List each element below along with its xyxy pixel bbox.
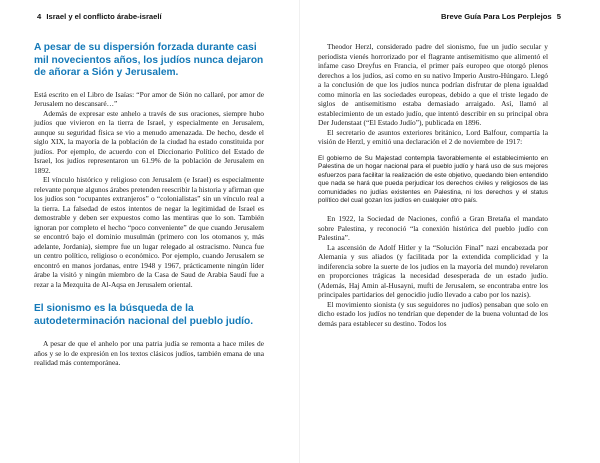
left-text-column (34, 42, 264, 368)
right-text-column (318, 42, 548, 328)
body-paragraph: Además de expresar este anhelo a través de sus oraciones, siempre hubo judíos que vivieron en la tierra de Israel, y especialmente en Jerusalem, aunque su seguridad física se vio a menudo amenazada. De hecho, desde el siglo XIX, la mayoría de la población de la ciudad ha estado constituida por judíos. Por ejemplo, de acuerdo con el Diccionario Político del Estado de Israel, los judíos representaron un 61.9% de la población de Jerusalem en 1892. (34, 108, 264, 175)
balfour-declaration-quote: El gobierno de Su Majestad contempla favorablemente el establecimiento en Palestina de un hogar nacional para el pueblo judío y hará uso de sus mejores esfuerzos para facilitar la realización de este objetivo, quedando bien entendido que nada se hará que pueda perjudicar los derechos civiles y religiosos de las comunidades no judías existentes en Palestina, ni los derechos y el status político del cual gozan los judíos en cualquier otro país. (318, 154, 548, 205)
body-paragraph: El movimiento sionista (y sus seguidores no judíos) pensaban que solo en dicho estado los judíos no tendrían que depender de la buena voluntad de los demás para establecer su destino. Todos los (318, 299, 548, 328)
body-paragraph: El vínculo histórico y religioso con Jerusalem (e Israel) es especialmente relevante porque algunos árabes pretenden reescribir la historia y afirman que los judíos son “ocupantes extranjeros” o “colonialistas” sin un vínculo real a la tierra. La falsedad de estos intentos de negar la legitimidad de Israel es demostrable y deben ser expuestos como las mentiras que lo son. También ignoran por completo el hecho “poco conveniente” de que cuando Jerusalem se encontró bajo el dominio musulmán (primero con los otomanos y, más adelante, Jordania), siempre fue un lugar relegado al ostracismo. Nunca fue un centro político, religioso o económico. Por ejemplo, cuando Jerusalem se encontró en manos jordanas, entre 1948 y 1967, prácticamente ningún líder árabe la visitó y ningún miembro de la Casa de Saud de Arabia Saudí fue a rezar a la Mezquita de Al-Aqsa en Jerusalem oriental. (34, 175, 264, 289)
right-page (300, 0, 600, 463)
left-running-head-title: Israel y el conflicto árabe-israelí (46, 12, 162, 21)
left-running-header (34, 12, 162, 26)
body-paragraph: Theodor Herzl, considerado padre del sionismo, fue un judío secular y periodista vienés horrorizado por el flagrante antisemitismo que alimentó el infame caso Dreyfus en Francia, el primer país europeo que otorgó plenos derechos a los judíos, así como en su nativo Imperio Austro-Húngaro. Llegó a la conclusión de que los judíos nunca podrían disfrutar de plena igualdad como minoría en las sociedades europeas, debido a que el triste legado de siglos de antisemitismo estaba demasiado arraigado. Así, llamó al establecimiento de un estado judío, que intentó describir en su principal obra Der Judenstaat (“El Estado Judío”), publicada en 1896. (318, 42, 548, 127)
body-paragraph: En 1922, la Sociedad de Naciones, confió a Gran Bretaña el mandato sobre Palestina, y reconoció “la conexión histórica del pueblo judío con Palestina”. (318, 214, 548, 243)
left-page-number: 4 (37, 12, 42, 21)
body-paragraph: La ascensión de Adolf Hitler y la “Solución Final” nazi encabezada por Alemania y sus aliados (y facilitada por la extendida complicidad y la indiferencia sobre la suerte de los judíos en la mayoría del mundo) revelaron en proporciones trágicas la necesidad desesperada de un estado judío. (Además, Haj Amin al-Husayni, mufti de Jerusalem, se encontraba entre los principales partidarios del genocidio judío llevado a cabo por los nazis). (318, 242, 548, 300)
body-paragraph: El secretario de asuntos exteriores británico, Lord Balfour, compartía la visión de Herzl, y emitió una declaración el 2 de noviembre de 1917: (318, 127, 548, 146)
section-heading-zionism: El sionismo es la búsqueda de la autodeterminación nacional del pueblo judío. (34, 303, 254, 327)
body-paragraph: A pesar de que el anhelo por una patria judía se remonta a hace miles de años y se lo de expresión en los textos clásicos judíos, también emana de una realidad más contemporánea. (34, 339, 264, 368)
section-heading-dispersion: A pesar de su dispersión forzada durante casi mil novecientos años, los judíos nunca dejaron de añorar a Sión y Jerusalem. (34, 42, 264, 79)
body-paragraph: Está escrito en el Libro de Isaías: “Por amor de Sión no callaré, por amor de Jerusalem no descansaré…” (34, 89, 264, 109)
right-running-header (441, 12, 564, 26)
right-page-number: 5 (556, 12, 561, 21)
right-running-head-title: Breve Guía Para Los Perplejos (441, 12, 552, 21)
